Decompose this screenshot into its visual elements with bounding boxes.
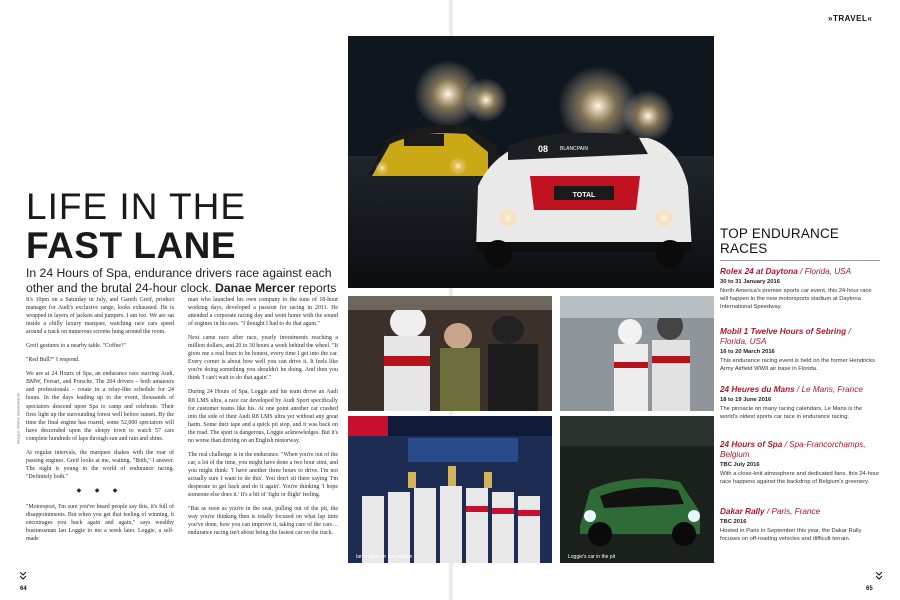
photo-credit [14, 300, 22, 540]
photo-car-pit [560, 416, 714, 563]
standfirst-text: In 24 Hours of Spa, endurance drivers race against each other and the brutal 24-hour clock. [26, 266, 332, 295]
race-title: Mobil 1 Twelve Hours of Sebring [720, 327, 847, 336]
race-title: 24 Heures du Mans [720, 385, 795, 394]
standfirst [26, 266, 356, 296]
race-location: Florida, USA [804, 267, 852, 276]
chevron-down-icon [876, 572, 882, 580]
standfirst-suffix: reports [298, 281, 337, 295]
sidebar-title [720, 226, 839, 256]
photo-podium [348, 416, 552, 563]
race-description: Hosted in Paris in September this year, the Dakar Rally focuses on off-roading vehicles and difficult terrain. [720, 528, 862, 543]
race-name: Rolex 24 at Daytona / Florida, USA [720, 267, 852, 276]
paragraph: "But as soon as you're in the seat, pulling out of the pit, the way you're thinking then is totally focused on what lap time you've done, how you can improve it, taking care of the cars… endurance racing isn't about being the fastest car on the track. [188, 506, 338, 537]
hero-illustration [348, 36, 714, 288]
race-entry-le-mans [720, 385, 880, 421]
paragraph: "Motorsport, I'm sure you've heard people say this, it's full of disappointments. But when you get that feeling of winning, it encourages you back again and again," says wealthy businessman Ian Loggie to me a week later. Loggie, a self-made [26, 503, 174, 543]
paragraph: Next came race after race, yearly investments reaching a million dollars, and 20 to 30 hours a week behind the wheel. "It gives me a real buzz to be honest, every time I get into the car. Every corner is about how well you can drive it. It feels like you're doing something you shouldn't be doing. And then you think 'I can't wait to do that again'." [188, 335, 338, 382]
race-dates: TBC July 2016 [720, 462, 760, 468]
race-description: This endurance racing event is held on the former Hendricks Army Airfield WWII air base in Florida. [720, 358, 875, 373]
drivers-illustration [560, 296, 714, 411]
author-name: Danae Mercer [215, 281, 295, 295]
race-description: North America's premier sports car event, this 24-hour race will happen in the new motorsports stadium at Daytona International Speedway. [720, 288, 872, 311]
podium-illustration [348, 416, 552, 563]
photo-driver-crowd [348, 296, 552, 411]
sidebar-rule [720, 260, 880, 261]
caption-podium: Ian Loggie on the podium [356, 554, 413, 560]
section-separator: ◆ ◆ ◆ [76, 487, 124, 494]
paragraph: During 24 Hours of Spa, Loggie and his team drove an Audi R8 LMS ultra, a race car developed by Audi Sport specifically for customer teams like his. At one point another car crashed into the side of their Audi R8 LMS ultra yet without any great harm. Some duct tape and a quick pit stop, and it was back on the road. The sport is dangerous, Loggie acknowledges. But it's no worse than driving on an English motorway. [188, 389, 338, 444]
race-entry-dakar [720, 507, 880, 543]
race-entry-spa [720, 440, 880, 486]
hero-car-sponsor-bottom: TOTAL [572, 192, 596, 199]
hero-photo-race-cars [348, 36, 714, 288]
page-number-left: 64 [20, 586, 27, 592]
hero-car-sponsor: BLANCPAIN [560, 146, 588, 152]
paragraph: It's 10pm on a Saturday in July, and Gareth Greif, product manager for Audi's exclusive range, looks exhausted. He is wrapped in layers of jackets and jumpers. I am too. We are sat inside a chilly luxury marquee, watching race cars speed around a track on numerous screens hung around the room. [26, 297, 174, 336]
paragraph: Greif gestures to a nearby table. "Coffee?" [26, 343, 127, 350]
hero-car-number: 08 [538, 144, 549, 154]
race-name: Mobil 1 Twelve Hours of Sebring / Florida, USA [720, 327, 851, 346]
page-number-right: 65 [866, 586, 873, 592]
caption-pit: Loggie's car in the pit [568, 554, 616, 560]
photo-drivers-celebrating [560, 296, 714, 411]
headline-line-1: LIFE IN THE [26, 186, 247, 227]
race-entry-sebring [720, 327, 880, 373]
body-column-2 [188, 296, 338, 543]
sidebar-title-line-2: RACES [720, 241, 768, 256]
race-description: The pinnacle on many racing calendars, Le Mans is the world's oldest sports car race in endurance racing. [720, 406, 863, 421]
race-location: Paris, France [771, 507, 821, 516]
race-entry-daytona [720, 267, 880, 312]
race-title: Dakar Rally [720, 507, 765, 516]
sidebar-title-line-1: TOP ENDURANCE [720, 226, 840, 241]
race-name: Dakar Rally / Paris, France [720, 507, 821, 516]
paragraph: The real challenge is in the endurance. "When you're out of the car, a lot of the time, you might have done a two hour stint, and you might think: 'I have another three hours to drive. I'm not actually sure I want to do this'. You don't sit there saying 'I'm desperate to get back and do it again'. You're thinking 'I hope someone else does it.' It's a bit of 'fight or flight' feeling. [188, 451, 338, 499]
race-name: 24 Hours of Spa / Spa-Francorchamps, Belgium [720, 440, 866, 459]
race-location: Le Mans, France [801, 385, 863, 394]
chevron-down-icon [20, 572, 26, 580]
race-dates: TBC 2016 [720, 519, 747, 525]
race-location: Spa-Francorchamps, Belgium [720, 440, 866, 459]
headline-line-2: FAST LANE [26, 225, 237, 266]
paragraph: "Red Bull?" I respond. [26, 357, 80, 364]
paragraph: At regular intervals, the marquee shakes with the roar of passing engines. Greif looks at me, waiting. "Both," I answer. The night is young in the world of endurance racing. "Definitely both." [26, 449, 174, 480]
race-dates: 30 to 31 January 2016 [720, 279, 780, 285]
race-description: With a close-knit atmosphere and dedicated fans, this 24-hour race happens against the backdrop of Belgium's greenery. [720, 471, 880, 486]
paragraph: man who launched his own company to the tune of 18-hour working days, developed a passion for racing in 2011. He attended a corporate racing day and went home with the sound of engines in his ears. "I thought I had to do that again." [188, 297, 338, 328]
section-tag: »TRAVEL« [828, 14, 873, 23]
crowd-illustration [348, 296, 552, 411]
body-column-1 [26, 296, 174, 549]
race-name: 24 Heures du Mans / Le Mans, France [720, 385, 863, 394]
photo-credit-text: Images: Shane Sivakumaran [15, 392, 21, 445]
race-dates: 16 to 20 March 2016 [720, 349, 775, 355]
article-headline [26, 188, 246, 266]
race-dates: 18 to 19 June 2016 [720, 397, 772, 403]
paragraph: We are at 24 Hours of Spa, an endurance race starring Audi, BMW, Ferrari, and Porsche. The 204 drivers – both amateurs and professionals – rotate in a relay-like schedule for 24 hours. In the days leading up to the event, thousands of spectators descend upon Spa to camp and celebrate. Their fires light up the surrounding forest well before sunset. By the time the final engine has roared, some 52,000 spectators will have descended upon the sleepy town to watch 57 cars complete hundreds of laps through sun and rain and shine. [26, 371, 174, 442]
race-location: Florida, USA [720, 337, 767, 346]
race-title: 24 Hours of Spa [720, 440, 783, 449]
race-title: Rolex 24 at Daytona [720, 267, 798, 276]
pit-illustration [560, 416, 714, 563]
